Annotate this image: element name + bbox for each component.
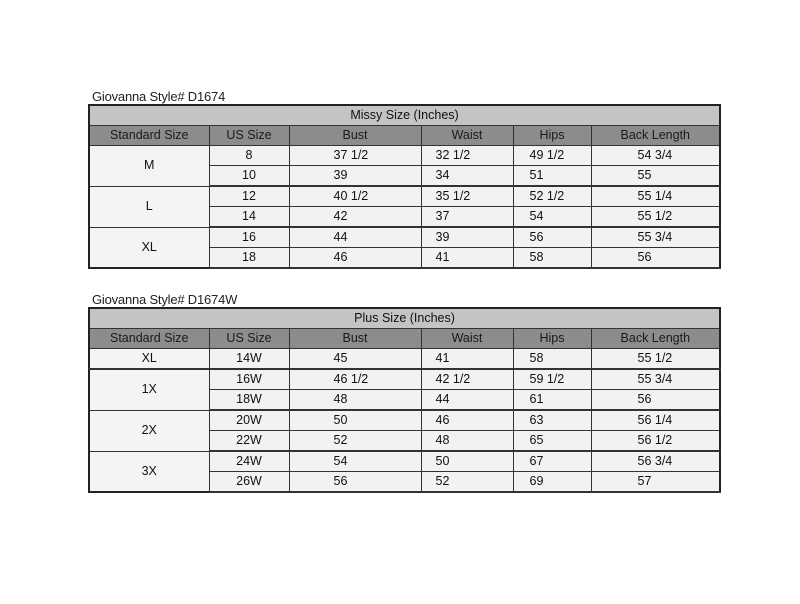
bust-cell: 42 (289, 207, 421, 228)
hips-cell: 65 (513, 431, 591, 452)
back-length-cell: 55 3/4 (591, 369, 720, 390)
back-length-cell: 55 1/4 (591, 186, 720, 207)
table-row (89, 369, 720, 390)
column-header-waist: Waist (421, 126, 513, 146)
bust-cell: 46 (289, 248, 421, 269)
standard-size-cell: M (89, 146, 209, 187)
waist-cell: 42 1/2 (421, 369, 513, 390)
waist-cell: 50 (421, 451, 513, 472)
waist-cell: 44 (421, 390, 513, 411)
missy-chart-title: Giovanna Style# D1674 (92, 89, 226, 104)
missy-size-table (88, 104, 721, 269)
column-header-back-length: Back Length (591, 126, 720, 146)
hips-cell: 58 (513, 248, 591, 269)
column-header-us-size: US Size (209, 126, 289, 146)
column-header-standard-size: Standard Size (89, 126, 209, 146)
us-size-cell: 24W (209, 451, 289, 472)
bust-cell: 46 1/2 (289, 369, 421, 390)
us-size-cell: 16W (209, 369, 289, 390)
standard-size-cell: 1X (89, 369, 209, 410)
standard-size-cell: L (89, 186, 209, 227)
standard-size-cell: 3X (89, 451, 209, 492)
waist-cell: 32 1/2 (421, 146, 513, 166)
hips-cell: 56 (513, 227, 591, 248)
bust-cell: 56 (289, 472, 421, 493)
hips-cell: 58 (513, 349, 591, 370)
back-length-cell: 56 1/2 (591, 431, 720, 452)
table-row (89, 227, 720, 248)
us-size-cell: 14W (209, 349, 289, 370)
standard-size-cell: XL (89, 227, 209, 268)
back-length-cell: 55 (591, 166, 720, 187)
column-header-hips: Hips (513, 126, 591, 146)
bust-cell: 48 (289, 390, 421, 411)
plus-size-table (88, 307, 721, 493)
back-length-cell: 54 3/4 (591, 146, 720, 166)
column-header-back-length: Back Length (591, 329, 720, 349)
column-header-bust: Bust (289, 126, 421, 146)
waist-cell: 48 (421, 431, 513, 452)
hips-cell: 49 1/2 (513, 146, 591, 166)
table-row (89, 349, 720, 370)
back-length-cell: 56 (591, 248, 720, 269)
us-size-cell: 12 (209, 186, 289, 207)
table-row (89, 186, 720, 207)
waist-cell: 46 (421, 410, 513, 431)
plus-group-header: Plus Size (Inches) (89, 308, 720, 329)
column-header-us-size: US Size (209, 329, 289, 349)
waist-cell: 52 (421, 472, 513, 493)
standard-size-cell: 2X (89, 410, 209, 451)
column-header-standard-size: Standard Size (89, 329, 209, 349)
us-size-cell: 18 (209, 248, 289, 269)
hips-cell: 67 (513, 451, 591, 472)
waist-cell: 39 (421, 227, 513, 248)
hips-cell: 54 (513, 207, 591, 228)
us-size-cell: 14 (209, 207, 289, 228)
column-header-bust: Bust (289, 329, 421, 349)
back-length-cell: 56 (591, 390, 720, 411)
hips-cell: 61 (513, 390, 591, 411)
missy-group-header: Missy Size (Inches) (89, 105, 720, 126)
plus-size-chart (88, 293, 719, 493)
missy-size-chart (88, 90, 719, 269)
us-size-cell: 26W (209, 472, 289, 493)
back-length-cell: 55 1/2 (591, 349, 720, 370)
bust-cell: 37 1/2 (289, 146, 421, 166)
bust-cell: 44 (289, 227, 421, 248)
back-length-cell: 56 3/4 (591, 451, 720, 472)
back-length-cell: 57 (591, 472, 720, 493)
table-row (89, 146, 720, 166)
bust-cell: 39 (289, 166, 421, 187)
back-length-cell: 56 1/4 (591, 410, 720, 431)
column-header-waist: Waist (421, 329, 513, 349)
bust-cell: 50 (289, 410, 421, 431)
hips-cell: 59 1/2 (513, 369, 591, 390)
standard-size-cell: XL (89, 349, 209, 370)
table-row (89, 451, 720, 472)
waist-cell: 41 (421, 248, 513, 269)
bust-cell: 54 (289, 451, 421, 472)
bust-cell: 52 (289, 431, 421, 452)
us-size-cell: 22W (209, 431, 289, 452)
us-size-cell: 8 (209, 146, 289, 166)
hips-cell: 63 (513, 410, 591, 431)
us-size-cell: 16 (209, 227, 289, 248)
us-size-cell: 20W (209, 410, 289, 431)
us-size-cell: 18W (209, 390, 289, 411)
plus-chart-title: Giovanna Style# D1674W (92, 292, 238, 307)
waist-cell: 35 1/2 (421, 186, 513, 207)
column-header-hips: Hips (513, 329, 591, 349)
hips-cell: 69 (513, 472, 591, 493)
waist-cell: 37 (421, 207, 513, 228)
hips-cell: 51 (513, 166, 591, 187)
bust-cell: 40 1/2 (289, 186, 421, 207)
back-length-cell: 55 1/2 (591, 207, 720, 228)
table-row (89, 410, 720, 431)
back-length-cell: 55 3/4 (591, 227, 720, 248)
waist-cell: 34 (421, 166, 513, 187)
waist-cell: 41 (421, 349, 513, 370)
bust-cell: 45 (289, 349, 421, 370)
hips-cell: 52 1/2 (513, 186, 591, 207)
us-size-cell: 10 (209, 166, 289, 187)
